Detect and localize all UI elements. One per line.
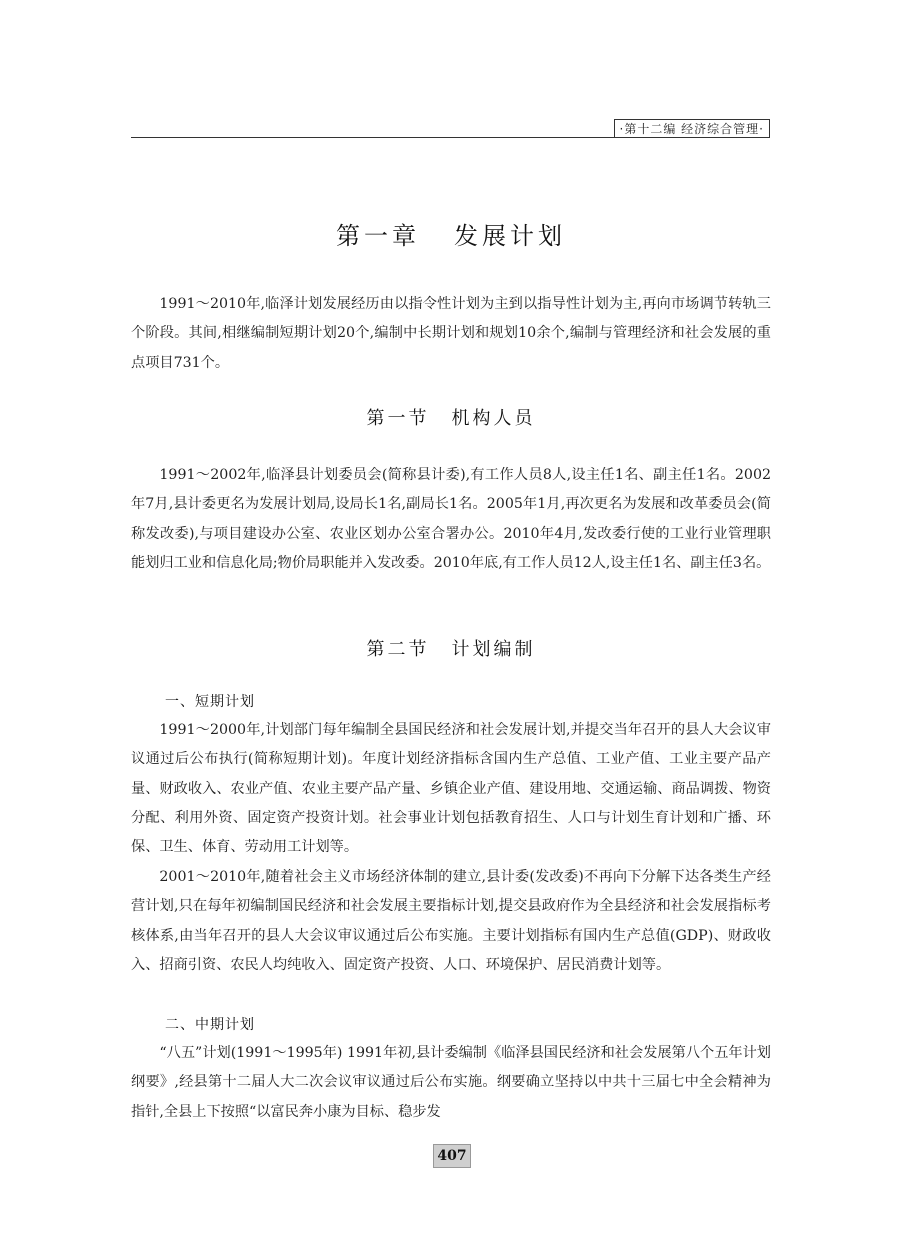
intro-paragraph: 1991～2010年,临泽计划发展经历由以指令性计划为主到以指导性计划为主,再向市场调节转轨三个阶段。其间,相继编制短期计划20个,编制中长期计划和规划10余个,编制与管理经济和社会发展的重点项目731个。 xyxy=(131,296,771,371)
section-2-number: 第二节 xyxy=(366,639,430,660)
section-2-title xyxy=(0,638,902,662)
chapter-name: 发展计划 xyxy=(454,222,566,250)
chapter-number: 第一章 xyxy=(336,222,420,250)
mid-term-paragraph-1: “八五”计划(1991～1995年) 1991年初,县计委编制《临泽县国民经济和社会发展第八个五年计划纲要》,经县第十二届人大二次会议审议通过后公布实施。纲要确立坚持以中共十三届七中全会精神为指针,全县上下按照“以富民奔小康为目标、稳步发 xyxy=(131,1045,771,1120)
subsection-mid-term-heading: 二、中期计划 xyxy=(165,1017,255,1033)
section-1-name: 机构人员 xyxy=(451,408,536,429)
short-term-paragraph-1: 1991～2000年,计划部门每年编制全县国民经济和社会发展计划,并提交当年召开的县人大会议审议通过后公布执行(简称短期计划)。年度计划经济指标含国内生产总值、工业产值、工业主要产品产量、财政收入、农业产值、农业主要产品产量、乡镇企业产值、建设用地、交通运输、商品调拨、物资分配、利用外资、固定资产投资计划。社会事业计划包括教育招生、人口与计划生育计划和广播、环保、卫生、体育、劳动用工计划等。 xyxy=(131,722,771,856)
page-number: 407 xyxy=(433,1144,471,1168)
short-term-paragraph-2: 2001～2010年,随着社会主义市场经济体制的建立,县计委(发改委)不再向下分解下达各类生产经营计划,只在每年初编制国民经济和社会发展主要指标计划,提交县政府作为全县经济和社会发展指标考核体系,由当年召开的县人大会议审议通过后公布实施。主要计划指标有国内生产总值(GDP)、财政收入、招商引资、农民人均纯收入、固定资产投资、人口、环境保护、居民消费计划等。 xyxy=(131,869,771,973)
section-1-number: 第一节 xyxy=(366,408,430,429)
section-2-name: 计划编制 xyxy=(451,639,536,660)
running-head: ·第十二编 经济综合管理· xyxy=(614,119,770,138)
subsection-short-term-heading: 一、短期计划 xyxy=(165,694,255,710)
chapter-title xyxy=(0,220,902,252)
section-1-paragraph: 1991～2002年,临泽县计划委员会(简称县计委),有工作人员8人,设主任1名、副主任1名。2002年7月,县计委更名为发展计划局,设局长1名,副局长1名。2005年1月,再次更名为发展和改革委员会(简称发改委),与项目建设办公室、农业区划办公室合署办公。2010年4月,发改委行使的工业行业管理职能划归工业和信息化局;物价局职能并入发改委。2010年底,有工作人员12人,设主任1名、副主任3名。 xyxy=(131,467,771,571)
section-1-title xyxy=(0,407,902,431)
